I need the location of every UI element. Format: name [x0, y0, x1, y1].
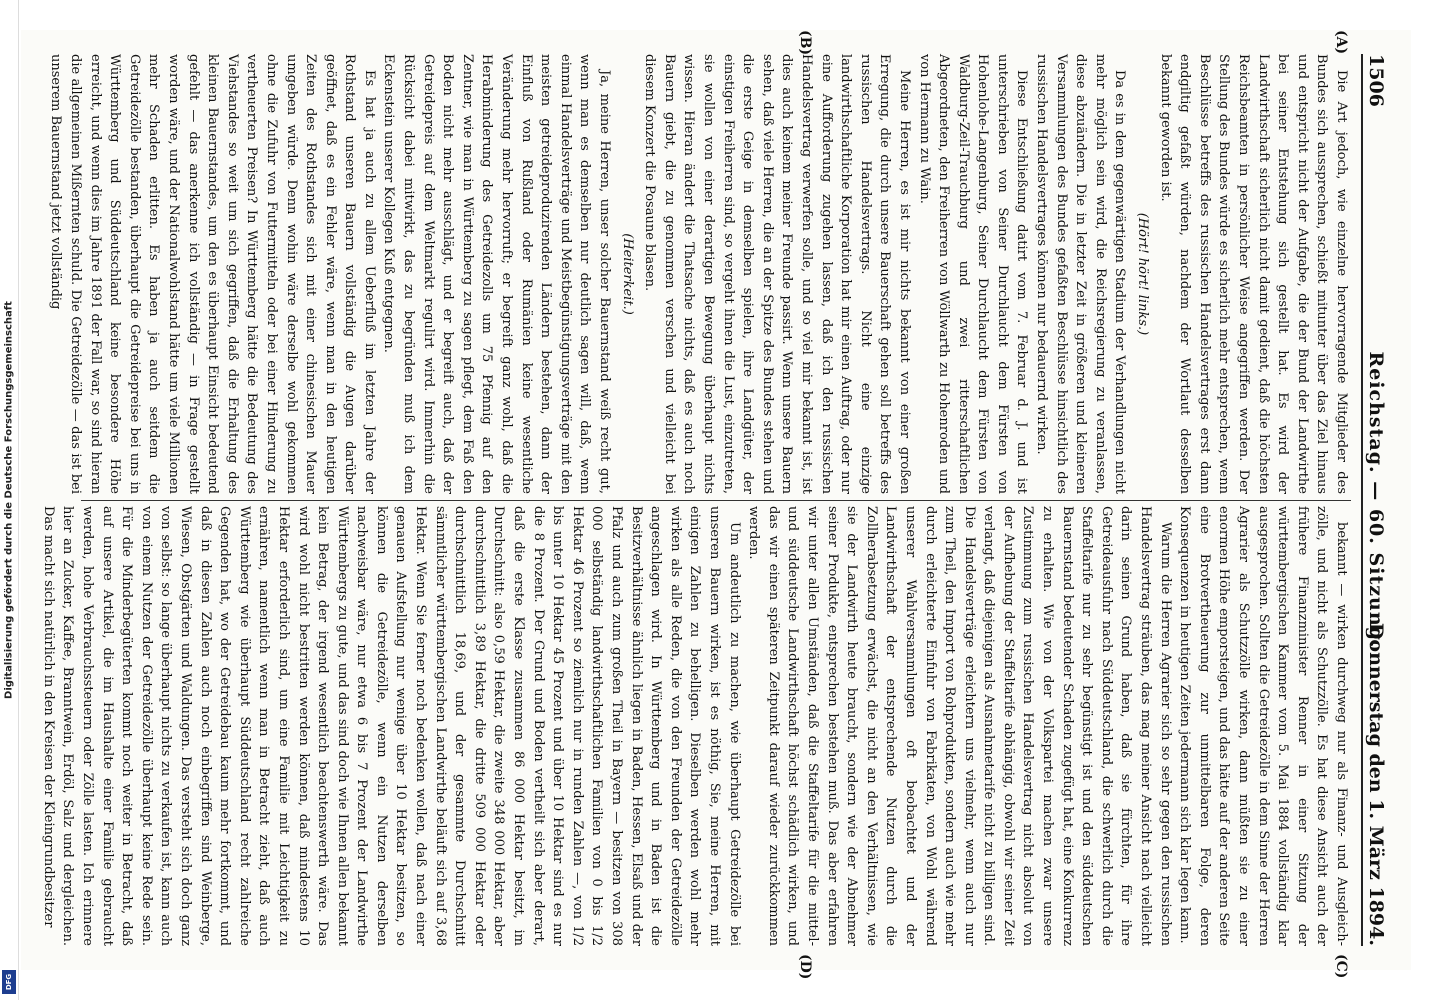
margin-marker-d: (D)	[797, 954, 813, 980]
session-date: Donnerstag den 1. März 1894.	[1365, 622, 1387, 946]
dfg-logo-text: DFG	[5, 973, 13, 991]
paragraph: Meine Herren, es ist mir nichts bekannt von einer großen Erregung, die durch unsere Bauerschaft gehen soll betreffs des russischen Handelsvertrags. Nicht eine einzige landwirthschaftliche Korporation hat mir einen Auftrag, oder nur eine Aufforderung zugehen lassen, daß ich den russischen Handelsvertrag verwerfen solle, und so viel mir bekannt ist, ist dies auch keinem meiner Freunde passirt. Wenn unsere Bauern sehen, daß viele Herren, die an der Spitze des Bundes stehen und die erste Geige in demselben spielen, ihre Landgüter, der einstigen Freiherren sind, so vergeht ihnen die Lust, einzutreten, sie wollen von einer derartigen Bewegung überhaupt nichts wissen. Hieran ändert die Thatsache nichts, daß es auch noch Bauern giebt, die zu genommen verschen und vielleicht bei diesem Konzert die Posaune blasen.	[642, 54, 912, 494]
interjection: (Hört! hört! links.)	[1135, 212, 1151, 336]
digitization-footer	[0, 0, 19, 1000]
paragraph: Da es in dem gegenwärtigen Stadium der Verhandlungen nicht mehr möglich sein wird, die Reichsregierung zu veranlassen, diese abzuändern. Die in letzter Zeit in größeren und kleineren Versammlungen des Bundes gefaßten Beschlüsse hinsichtlich des russischen Handelsvertrages können nur bedauernd wirken.	[1034, 54, 1128, 494]
left-text-column	[48, 54, 1351, 494]
column-divider	[81, 500, 1351, 501]
paragraph: bekannt — wirken durchweg nur als Finanz- und Ausgleich-zölle, und nicht als Schutzzölle. Es hat diese Ansicht auch der frühere Finanzminister Renner in einer Sitzung der württembergischen Kammer vom 5. Mai 1884 vollständig klar ausgesprochen. Sollten die Getreidezölle in dem Sinne der Herren Agrarier als Schutzzölle wirken, dann müßten sie zu einer enormen Höhe emporsteigen, und das hätte auf der anderen Seite eine Brotvertheuerung zur unmittelbaren Folge, deren Konsequenzen in heutigen Zeiten jedermann sich klar legen kann.	[1177, 506, 1349, 946]
paragraph: Warum die Herren Agrarier sich so sehr gegen den russischen Handelsvertrag sträuben, das mag meiner Ansicht nach vielleicht darin seinen Grund haben, daß sie fürchten, für ihre Getreideausfuhr nach Süddeutschland, die schwerlich durch die Staffeltarife nur zu sehr begünstigt ist und den süddeutschen Bauernstand bedeutender Schaden zugefügt hat, eine Konkurrenz zu erhalten. Wie von der Volkspartei machen zwar unsere Zustimmung zum russischen Handelsvertrag nicht absolut von der Aufhebung der Staffeltarife abhängig, obwohl wir seiner Zeit verlangt, daß diejenigen als Ausnahmetarife nicht zu billigen sind. Die Handelsverträge erleichtern uns vielmehr, wenn auch nur zum Theil, den Import von Rohprodukten, sondern auch wie mehr durch erleichterte Einfuhr von Fabrikaten, von Wohl während unserer Wahlversammlungen oft beobachtet und der Landwirthschaft der entsprechende Nutzen durch die Zollherabsetzung erwächst, die nicht an den Verhältnissen, wie sie der Landwirth heute braucht, sondern wie der Abnehmer seiner Produkte, entsprechen bestehen muß. Das aber erfahren wir unter allen Umständen, daß die Staffeltarife für die mittel- und süddeutsche Landwirthschaft höchst schädlich wirken, und das wir einen späteren Zeitpunkt darauf wieder zurückkommen werden.	[746, 506, 1173, 946]
paragraph: Ja, meine Herren, unser solcher Bauernstand weiß recht gut, wenn man es demselben nur deutlich sagen will, daß, wenn einmal Handelsverträge und Meistbegünstigungsverträge mit den meisten getreideproduzirenden Ländern bestehen, dann der Einfluß von Rußland oder Rumänien keine wesentliche Veränderung mehr hervorruft; er begreift ganz wohl, daß die Herabminderung des Getreidezolls um 75 Pfennig auf den Zentner, wie man in Württemberg zu sagen pflegt, dem Faß den Boden nicht mehr ausschlägt, und er begreift auch, daß der Getreidepreis auf dem Weltmarkt regulirt wird. Immerhin die Rücksicht dabei mitwirkt, das zu begründen muß ich dem Eckenstein unserer Kollegen Kuß entgegnen.	[381, 54, 613, 494]
margin-marker-c: (C)	[1333, 954, 1349, 979]
page-number: 1506	[1365, 54, 1387, 107]
paragraph: Um andeutlich zu machen, wie überhaupt Getreidezölle bei unseren Bauern wirken, ist es nöthig, Sie, meine Herren, mit einigen Zahlen zu behelligen. Dieselben werden wohl mehr wirken als alle Reden, die von den Freunden der Getreidezölle angeschlagen wird. In Württemberg und in Baden ist die Besitzverhältnisse ähnlich liegen in Baden, Hessen, Elsaß und der Pfalz und auch zum großen Theil in Bayern — besitzen von 308 000 selbständig landwirthschaftlichen Familien von 0 bis 1/2 Hektar 46 Prozent so ziemlich nur in runden Zahlen —, von 1/2 bis unter 10 Hektar 45 Prozent und über 10 Hektar sind es nur die 8 Prozent. Der Grund und Boden vertheilt sich aber derart, daß die erste Klasse zusammen 86 000 Hektar besitzt, im Durchschnitt: also 0,59 Hektar, die zweite 348 000 Hektar, aber durchschnittlich 3,89 Hektar, die dritte 509 000 Hektar oder durchschnittlich 18,69, und der gesammte Durchschnitt sämmtlicher württembergischen Landwirthe beläuft sich auf 3,68 Hektar. Wenn Sie ferner noch bedenken wollen, daß nach einer genauen Aufstellung nur wenige über 10 Hektar besitzen, so können die Getreidezölle, wenn ein Nutzen derselben nachweisbar wäre, nur etwa 6 bis 7 Prozent der Landwirthe Württembergs zu gute, und das sind doch wie Ihnen allen bekannt kein Betrag, der irgend wesentlich beachtenswerth wäre. Das wird wohl nicht bestritten werden können, daß mindestens 10 Hektar erforderlich sind, um eine Familie mit Leichtigkeit zu ernähren, namentlich wenn man in Betracht zieht, daß auch Württemberg wie überhaupt Süddeutschland recht zahlreiche Gegenden hat, wo der Getreidebau kaum mehr fortkommt, und daß in diesen Zahlen auch noch einbegriffen sind Weinberge, Wiesen, Obstgärten und Waldungen. Das versteht sich doch ganz von selbst: so lange überhaupt nichts zu verkaufen ist, kann auch von einem Nutzen der Getreidezölle überhaupt keine Rede sein. Für die Minderbegüterten kommt noch weiter in Betracht, daß auf unsere Artikel, die im Haushalte einer Familie gebraucht werden, hohe Verbrauchssteuern oder Zölle lasten. Ich erinnere hier an Zucker, Kaffee, Branntwein, Erdöl, Salz und dergleichen. Das macht sich natürlich in den Kreisen der Kleingrundbesitzer	[40, 506, 742, 946]
paragraph: Es hat ja auch zu allem Ueberfluß im letzten Jahre der Rothstand unseren Bauern vollständig die Augen darüber geöffnet, daß es ein Fehler wäre, wenn man in den heutigen Zeiten des Rothstandes sich mit einer chinesischen Mauer umgeben würde. Denn wohin wäre derselbe wohl gekommen ohne die Zufuhr von Futtermitteln oder bei einer Hinderung zu vertheuerten Preisen? In Württemberg hätte die Bedeutung des Viehstandes so weit um sich gegriffen, daß die Erhaltung des kleinen Bauernstandes, um den es überhaupt Einsicht bedeutend gefehlt — das anerkenne ich vollständig — in Frage gestellt worden wäre, und der Nationalwohlstand hätte um viele Millionen mehr Schaden erlitten. Es haben ja auch seitdem die Getreidezölle bestanden, überhaupt die Getreidepreise bei uns in Württemberg und Süddeutschland keine besondere Höhe erreicht, und wenn dies im Jahre 1891 der Fall war, so sind hieran die allgemeinen Mißernten schuld. Die Getreidezölle — das ist bei unserem Bauernstand jetzt vollständig	[48, 54, 377, 494]
paragraph: Diese Entschließung datirt vom 7. Februar d. J. und ist unterschrieben von Seiner Durchlaucht dem Fürsten von Hohenlohe-Langenburg, Seiner Durchlaucht dem Fürsten von Waldburg-Zeil-Trauchburg und zwei ritterschaftlichen Abgeordneten, den Freiherren von Wöllwarth zu Hohenroden und von Hermann zu Wain.	[916, 54, 1030, 494]
running-head	[1361, 54, 1389, 946]
digitization-credit: Digitalisierung gefördert durch die Deutsche Forschungsgemeinschaft	[3, 301, 15, 699]
scanned-page	[21, 30, 1411, 980]
right-text-column	[40, 506, 1351, 946]
interjection: (Heiterkeit.)	[619, 233, 635, 315]
session-title: Reichstag. — 60. Sitzung.	[1365, 351, 1387, 649]
margin-marker-a: (A)	[1333, 30, 1349, 55]
margin-marker-b: (B)	[797, 30, 813, 56]
dfg-logo	[2, 970, 16, 994]
paragraph: Die Art jedoch, wie einzelne hervorragende Mitglieder des Bundes sich aussprechen, schießt mitunter über das Ziel hinaus und entspricht nicht der Aufgabe, die der Bund der Landwirthe bei seiner Entstehung sich gestellt hat. Es wird der Landwirthschaft sicherlich nicht damit gedient, daß die höchsten Reichsbeamten in persönlicher Weise angegriffen werden. Der Stellung des Bundes würde es sicherlich mehr entsprechen, wenn Beschlüsse betreffs des russischen Handelsvertrages erst dann endgiltig gefaßt würden, nachdem der Wortlaut desselben bekannt geworden ist.	[1157, 54, 1349, 494]
